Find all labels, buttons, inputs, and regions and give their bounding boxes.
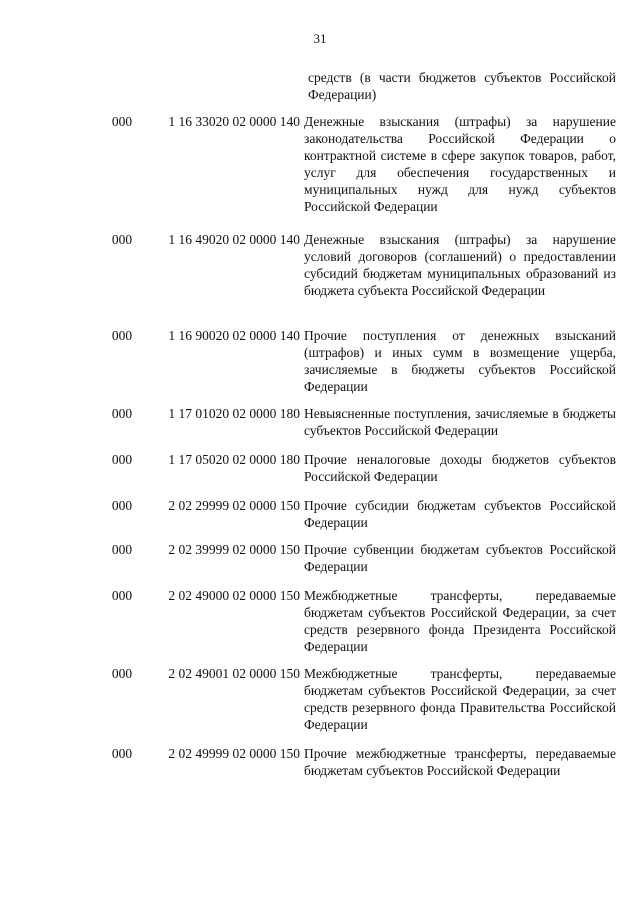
budget-classification-code: 1 16 49020 02 0000 140: [168, 232, 300, 247]
budget-classification-code: 2 02 49999 02 0000 150: [168, 746, 300, 761]
budget-classification-code: 1 16 90020 02 0000 140: [168, 328, 300, 343]
admin-code: 000: [111, 406, 133, 421]
income-name: Прочие субвенции бюджетам субъектов Российской Федерации: [304, 542, 616, 574]
income-name: Денежные взыскания (штрафы) за нарушение условий договоров (соглашений) о предоставлении субсидий бюджетам муниципальных образований из бюджета субъекта Российской Федерации: [304, 232, 616, 298]
income-name: Прочие субсидии бюджетам субъектов Российской Федерации: [304, 498, 616, 530]
page-number: 31: [313, 31, 327, 46]
admin-code: 000: [111, 328, 133, 343]
admin-code: 000: [111, 588, 133, 603]
admin-code: 000: [111, 452, 133, 467]
continuation-text: средств (в части бюджетов субъектов Российской Федерации): [308, 70, 616, 102]
budget-classification-code: 2 02 39999 02 0000 150: [168, 542, 300, 557]
admin-code: 000: [111, 114, 133, 129]
income-name: Прочие межбюджетные трансферты, передаваемые бюджетам субъектов Российской Федерации: [304, 746, 616, 778]
income-name: Межбюджетные трансферты, передаваемые бюджетам субъектов Российской Федерации, за счет средств резервного фонда Президента Российской Федерации: [304, 588, 616, 654]
budget-classification-code: 2 02 29999 02 0000 150: [168, 498, 300, 513]
income-name: Денежные взыскания (штрафы) за нарушение законодательства Российской Федерации о контрактной системе в сфере закупок товаров, работ, услуг для обеспечения государственных и муниципальных нужд для нужд субъектов Российской Федерации: [304, 114, 616, 214]
admin-code: 000: [111, 666, 133, 681]
income-name: Прочие неналоговые доходы бюджетов субъектов Российской Федерации: [304, 452, 616, 484]
income-name: Прочие поступления от денежных взысканий (штрафов) и иных сумм в возмещение ущерба, зачисляемые в бюджеты субъектов Российской Федерации: [304, 328, 616, 394]
admin-code: 000: [111, 232, 133, 247]
budget-classification-code: 1 17 05020 02 0000 180: [168, 452, 300, 467]
budget-classification-code: 2 02 49001 02 0000 150: [168, 666, 300, 681]
admin-code: 000: [111, 542, 133, 557]
admin-code: 000: [111, 746, 133, 761]
admin-code: 000: [111, 498, 133, 513]
income-name: Межбюджетные трансферты, передаваемые бюджетам субъектов Российской Федерации, за счет средств резервного фонда Правительства Российской Федерации: [304, 666, 616, 732]
budget-classification-code: 1 17 01020 02 0000 180: [168, 406, 300, 421]
income-name: Невыясненные поступления, зачисляемые в бюджеты субъектов Российской Федерации: [304, 406, 616, 438]
budget-classification-code: 2 02 49000 02 0000 150: [168, 588, 300, 603]
budget-classification-code: 1 16 33020 02 0000 140: [168, 114, 300, 129]
